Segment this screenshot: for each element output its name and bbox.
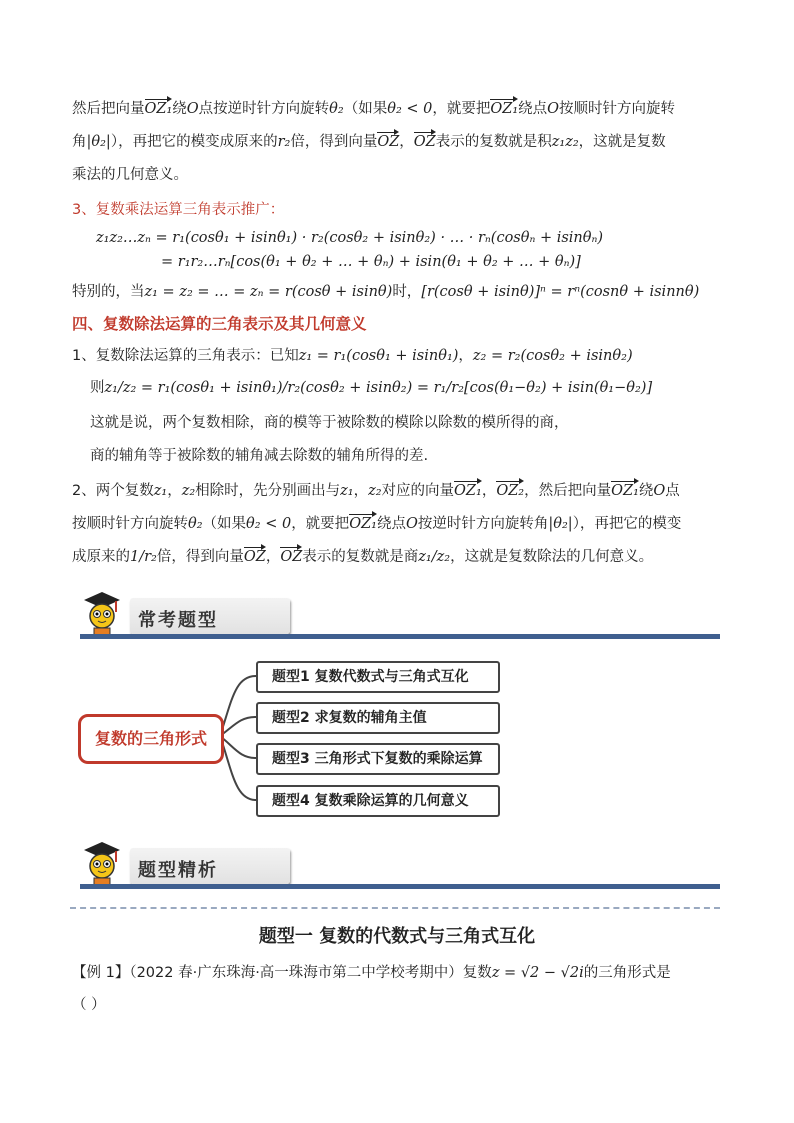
vector-oz1: OZ₁	[611, 483, 639, 499]
text: 倍，得到向量	[156, 549, 244, 565]
topic-heading: 题型一 复数的代数式与三角式互化	[258, 926, 536, 947]
text: 按顺时针方向旋转	[559, 101, 676, 117]
text: 表示的复数就是积	[435, 134, 552, 150]
math: z₁	[153, 483, 168, 499]
text: 对应的向量	[381, 483, 455, 499]
text: ，	[167, 483, 182, 499]
vector-oz1: OZ₁	[490, 101, 519, 117]
math-o: O	[405, 516, 418, 532]
math-z: z = √2 − √2i	[491, 965, 584, 981]
text: 绕点	[518, 101, 548, 117]
section-header-analysis	[80, 840, 730, 896]
text: 按逆时针方向旋转角	[417, 516, 549, 532]
text: 倍，得到向量	[290, 134, 378, 150]
math-de-moivre: [r(cosθ + isinθ)]ⁿ = rⁿ(cosnθ + isinnθ)	[421, 284, 700, 300]
math: |θ₂|	[548, 516, 573, 532]
section-title-text: 常考题型	[138, 610, 218, 631]
text: ，这就是复数	[578, 134, 666, 150]
text: ，	[481, 483, 497, 499]
text: 角	[72, 134, 87, 150]
math: z₁ = r₁(cosθ₁ + isinθ₁)	[298, 348, 459, 364]
text: 1、复数除法运算的三角表示：已知	[72, 348, 299, 364]
text: 特别的，当	[72, 284, 145, 300]
example-answer-blank: （ ）	[72, 997, 106, 1013]
math: z₁	[340, 483, 354, 499]
math-condition: θ₂ < 0	[387, 101, 433, 117]
text: 绕	[638, 483, 654, 499]
subheading-3: 3、复数乘法运算三角表示推广：	[72, 202, 285, 218]
vector-oz2: OZ₂	[496, 483, 525, 499]
vector-oz1: OZ₁	[454, 483, 482, 499]
math-z1z2: z₁z₂	[551, 134, 579, 150]
text: 相除时，先分别画出与	[195, 483, 341, 499]
math: z₁/z₂	[418, 549, 451, 565]
vector-oz: OZ	[243, 549, 266, 565]
division-explain2: 商的辅角等于被除数的辅角减去除数的辅角所得的差.	[90, 448, 429, 464]
text: 然后把向量	[72, 101, 145, 117]
mascot-icon	[80, 840, 124, 888]
division-explain1: 这就是说，两个复数相除，商的模等于被除数的模除以除数的模所得的商，	[90, 415, 569, 431]
text: ，	[353, 483, 369, 499]
text: ），再把它的模变	[572, 516, 682, 532]
section-underline	[80, 884, 720, 889]
mindmap-item-4: 题型4 复数乘除运算的几何意义	[256, 785, 500, 817]
vector-oz1: OZ₁	[144, 101, 173, 117]
example-1	[72, 963, 671, 983]
mindmap-item-2: 题型2 求复数的辅角主值	[256, 702, 500, 734]
section-title-text: 题型精析	[138, 860, 218, 881]
text: 表示的复数就是商	[302, 549, 419, 565]
math-o: O	[653, 483, 666, 499]
example-source: 【例 1】（2022 春·广东珠海·高一珠海市第二中学校考期中）复数	[72, 965, 492, 981]
math-division: z₁/z₂ = r₁(cosθ₁ + isinθ₁)/r₂(cosθ₂ + isinθ₂) = r₁/r₂[cos(θ₁−θ₂) + isin(θ₁−θ₂)]	[104, 380, 653, 396]
formula-product: z₁z₂…zₙ = r₁(cosθ₁ + isinθ₁) · r₂(cosθ₂ + isinθ₂) · … · rₙ(cosθₙ + isinθₙ)	[96, 230, 604, 246]
mindmap-item-3: 题型3 三角形式下复数的乘除运算	[256, 743, 500, 775]
math-r2: r₂	[277, 134, 291, 150]
para1-line3: 乘法的几何意义。	[72, 167, 188, 183]
text: （如果	[202, 516, 247, 532]
math: 1/r₂	[130, 549, 157, 565]
text: ，就要把	[291, 516, 350, 532]
text: 的三角形式是	[583, 965, 671, 981]
section-heading-4: 四、复数除法运算的三角表示及其几何意义	[72, 315, 367, 333]
text: ，	[399, 134, 414, 150]
text: 成原来的	[72, 549, 130, 565]
text: 点	[665, 483, 680, 499]
math: θ₂	[188, 516, 203, 532]
text: ，然后把向量	[524, 483, 612, 499]
math: z₂ = r₂(cosθ₂ + isinθ₂)	[472, 348, 633, 364]
math-theta2: θ₂	[329, 101, 344, 117]
vector-oz: OZ	[280, 549, 303, 565]
text: 绕点	[376, 516, 406, 532]
formula-product-result: = r₁r₂…rₙ[cos(θ₁ + θ₂ + … + θₙ) + isin(θ₁ + θ₂ + … + θₙ)]	[161, 254, 581, 270]
text: ），再把它的模变成原来的	[110, 134, 278, 150]
math: z₂	[368, 483, 382, 499]
text: 点按逆时针方向旋转	[198, 101, 330, 117]
text: ，	[265, 549, 281, 565]
math: z₂	[181, 483, 196, 499]
text: ，	[458, 348, 473, 364]
text: 按顺时针方向旋转	[72, 516, 188, 532]
vector-oz1: OZ₁	[349, 516, 377, 532]
math-o: O	[547, 101, 560, 117]
text: 绕	[172, 101, 187, 117]
text: 则	[90, 380, 105, 396]
dashed-divider	[70, 907, 720, 909]
mindmap-item-1: 题型1 复数代数式与三角式互化	[256, 661, 500, 693]
text: （如果	[343, 101, 388, 117]
mindmap-center: 复数的三角形式	[78, 714, 224, 764]
math: θ₂ < 0	[246, 516, 292, 532]
text: 时，	[392, 284, 422, 300]
vector-oz: OZ	[377, 134, 400, 150]
text: 2、两个复数	[72, 483, 154, 499]
math: z₁ = z₂ = … = zₙ = r(cosθ + isinθ)	[144, 284, 393, 300]
math-o: O	[186, 101, 199, 117]
vector-oz: OZ	[413, 134, 436, 150]
text: ，这就是复数除法的几何意义。	[450, 549, 654, 565]
text: ，就要把	[432, 101, 491, 117]
math-abs-theta2: |θ₂|	[86, 134, 111, 150]
